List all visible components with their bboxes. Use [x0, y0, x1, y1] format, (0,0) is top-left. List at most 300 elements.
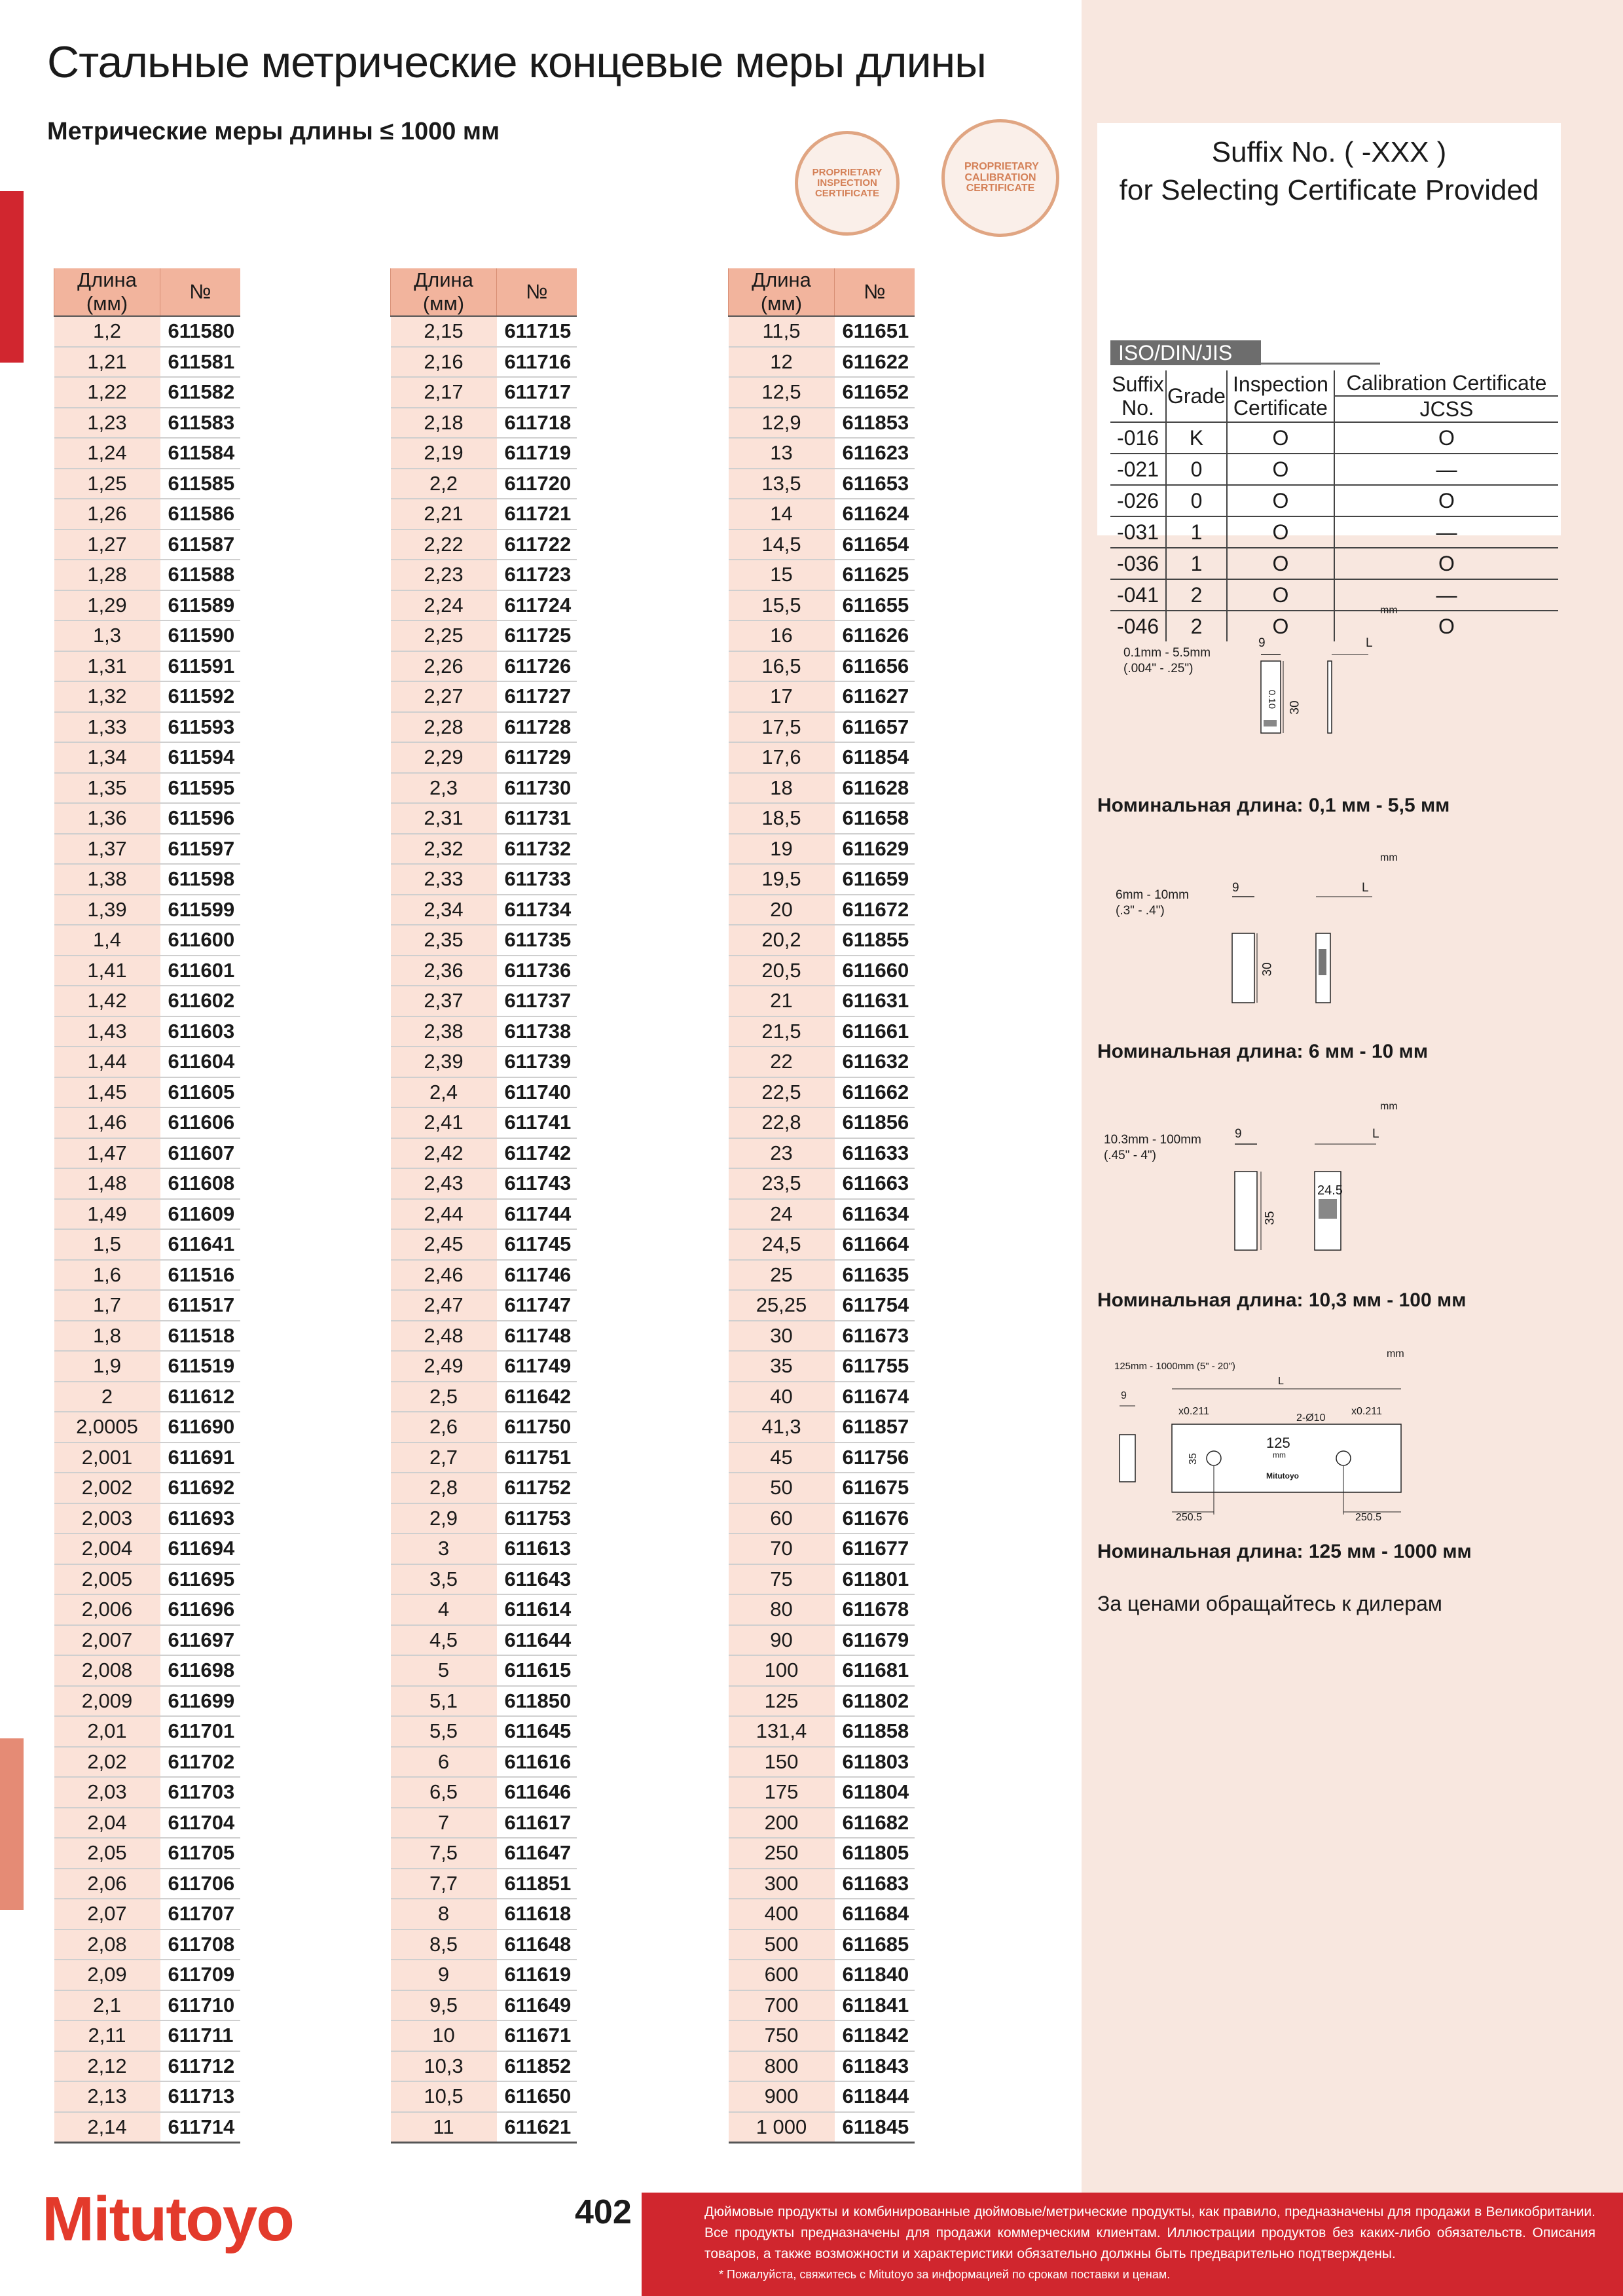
table-row — [729, 377, 915, 408]
order-number-cell: 611654 — [835, 529, 915, 560]
order-number-cell: 611696 — [160, 1594, 240, 1625]
col-calibration: Calibration Certificate — [1334, 370, 1558, 396]
length-cell: 2,29 — [391, 742, 497, 773]
suffix-grade-cell: 1 — [1166, 548, 1227, 579]
order-number-cell: 611693 — [160, 1503, 240, 1534]
table-row — [729, 560, 915, 590]
order-number-cell: 611599 — [160, 895, 240, 925]
order-number-cell: 611651 — [835, 316, 915, 347]
length-cell: 1,43 — [54, 1016, 160, 1047]
suffix-row — [1110, 548, 1558, 579]
order-number-cell: 611660 — [835, 956, 915, 986]
length-cell: 2,36 — [391, 956, 497, 986]
table-row — [391, 773, 577, 804]
table-row — [729, 1443, 915, 1473]
length-column-header: Длина (мм) — [729, 268, 835, 316]
drawing3-width-dim: 9 — [1235, 1127, 1242, 1141]
length-cell: 2,006 — [54, 1594, 160, 1625]
table-row — [54, 1990, 240, 2021]
length-cell: 7,7 — [391, 1869, 497, 1899]
table-row — [54, 1321, 240, 1352]
inspection-certificate-seal: PROPRIETARY INSPECTION CERTIFICATE — [795, 131, 900, 236]
table-row — [391, 1594, 577, 1625]
order-number-cell: 611615 — [497, 1655, 577, 1686]
length-cell: 2,002 — [54, 1473, 160, 1503]
order-number-cell: 611656 — [835, 651, 915, 682]
order-number-cell: 611586 — [160, 499, 240, 529]
table-row — [391, 1808, 577, 1839]
page-title: Стальные метрические концевые меры длины — [47, 37, 987, 87]
table-row — [729, 651, 915, 682]
length-cell: 2,31 — [391, 803, 497, 834]
length-cell: 1,45 — [54, 1077, 160, 1108]
table-row — [391, 1747, 577, 1778]
suffix-row — [1110, 579, 1558, 611]
length-cell: 20,5 — [729, 956, 835, 986]
order-number-cell: 611641 — [160, 1229, 240, 1260]
length-cell: 150 — [729, 1747, 835, 1778]
order-number-cell: 611746 — [497, 1260, 577, 1291]
drawing2-length-label: L — [1362, 881, 1369, 895]
drawing4-brand: Mitutoyo — [1266, 1471, 1299, 1480]
table-row — [391, 1625, 577, 1656]
length-cell: 2,16 — [391, 347, 497, 378]
table-row — [54, 803, 240, 834]
length-cell: 19 — [729, 834, 835, 865]
drawing2-unit: mm — [1380, 852, 1398, 863]
order-number-cell: 611608 — [160, 1168, 240, 1199]
table-row — [391, 1443, 577, 1473]
table-row — [729, 1625, 915, 1656]
table-row — [54, 560, 240, 590]
order-number-cell: 611623 — [835, 438, 915, 469]
length-cell: 2,9 — [391, 1503, 497, 1534]
length-cell: 1,24 — [54, 438, 160, 469]
length-cell: 2,001 — [54, 1443, 160, 1473]
order-number-cell: 611737 — [497, 986, 577, 1016]
order-number-cell: 611857 — [835, 1412, 915, 1443]
table-row — [54, 1382, 240, 1412]
length-cell: 2,007 — [54, 1625, 160, 1656]
order-number-cell: 611842 — [835, 2020, 915, 2051]
table-row — [729, 1869, 915, 1899]
length-cell: 2,35 — [391, 925, 497, 956]
order-number-cell: 611634 — [835, 1199, 915, 1230]
length-cell: 2,1 — [54, 1990, 160, 2021]
table-row — [391, 1077, 577, 1108]
table-row — [54, 1412, 240, 1443]
order-number-cell: 611663 — [835, 1168, 915, 1199]
table-row — [54, 1625, 240, 1656]
length-cell: 1,4 — [54, 925, 160, 956]
table-row — [54, 1047, 240, 1077]
length-cell: 2,7 — [391, 1443, 497, 1473]
table-row — [54, 1138, 240, 1169]
length-cell: 23 — [729, 1138, 835, 1169]
order-number-cell: 611730 — [497, 773, 577, 804]
table-row — [391, 1777, 577, 1808]
table-row — [729, 2081, 915, 2112]
length-cell: 6,5 — [391, 1777, 497, 1808]
order-number-cell: 611626 — [835, 620, 915, 651]
suffix-calibration-cell: — — [1334, 454, 1558, 485]
table-row — [391, 986, 577, 1016]
order-number-cell: 611585 — [160, 469, 240, 499]
suffix-grade-cell: 0 — [1166, 485, 1227, 516]
length-cell: 1,46 — [54, 1107, 160, 1138]
length-cell: 11,5 — [729, 316, 835, 347]
length-cell: 2,07 — [54, 1899, 160, 1929]
table-row — [54, 651, 240, 682]
length-cell: 14,5 — [729, 529, 835, 560]
suffix-suffix-cell: -036 — [1110, 548, 1166, 579]
length-cell: 1,23 — [54, 408, 160, 439]
length-cell: 2,005 — [54, 1564, 160, 1595]
table-row — [54, 1838, 240, 1869]
length-cell: 7 — [391, 1808, 497, 1839]
length-cell: 8,5 — [391, 1929, 497, 1960]
drawing1-length-label: L — [1366, 636, 1373, 650]
order-number-cell: 611701 — [160, 1716, 240, 1747]
order-number-cell: 611738 — [497, 1016, 577, 1047]
drawing4-offset-left: 250.5 — [1176, 1512, 1203, 1523]
table-row — [54, 1168, 240, 1199]
table-row — [729, 1686, 915, 1717]
order-number-cell: 611695 — [160, 1564, 240, 1595]
order-number-cell: 611598 — [160, 864, 240, 895]
length-cell: 1,27 — [54, 529, 160, 560]
length-cell: 1,38 — [54, 864, 160, 895]
length-cell: 11 — [391, 2112, 497, 2143]
table-row — [391, 1260, 577, 1291]
table-row — [54, 1686, 240, 1717]
order-number-cell: 611672 — [835, 895, 915, 925]
order-number-cell: 611609 — [160, 1199, 240, 1230]
order-number-cell: 611691 — [160, 1443, 240, 1473]
drawing4-height-dim: 35 — [1187, 1453, 1199, 1465]
length-cell: 1,32 — [54, 681, 160, 712]
table-row — [54, 1260, 240, 1291]
drawing4-offset-right: 250.5 — [1355, 1512, 1382, 1523]
table-row — [391, 2051, 577, 2082]
drawing4-range: 125mm - 1000mm (5" - 20") — [1114, 1361, 1235, 1372]
table-row — [54, 1351, 240, 1382]
order-number-cell: 611635 — [835, 1260, 915, 1291]
table-row — [729, 1473, 915, 1503]
order-number-cell: 611744 — [497, 1199, 577, 1230]
order-number-cell: 611708 — [160, 1929, 240, 1960]
suffix-inspection-cell: O — [1227, 485, 1334, 516]
length-cell: 23,5 — [729, 1168, 835, 1199]
length-cell: 41,3 — [729, 1412, 835, 1443]
table-row — [729, 956, 915, 986]
length-cell: 15 — [729, 560, 835, 590]
table-row — [54, 1564, 240, 1595]
table-row — [391, 438, 577, 469]
order-number-cell: 611581 — [160, 347, 240, 378]
table-row — [729, 1107, 915, 1138]
drawing3-unit: mm — [1380, 1101, 1398, 1112]
order-number-cell: 611661 — [835, 1016, 915, 1047]
length-cell: 2,34 — [391, 895, 497, 925]
table-row — [391, 1016, 577, 1047]
order-number-cell: 611727 — [497, 681, 577, 712]
suffix-row — [1110, 485, 1558, 516]
order-number-cell: 611657 — [835, 712, 915, 743]
length-cell: 1,39 — [54, 895, 160, 925]
order-number-cell: 611681 — [835, 1655, 915, 1686]
table-row — [729, 499, 915, 529]
length-cell: 9,5 — [391, 1990, 497, 2021]
table-row — [391, 1412, 577, 1443]
drawing3-gauge-block — [1224, 1126, 1381, 1257]
length-cell: 700 — [729, 1990, 835, 2021]
length-cell: 24,5 — [729, 1229, 835, 1260]
table-row — [391, 742, 577, 773]
table-row — [54, 1290, 240, 1321]
order-number-cell: 611617 — [497, 1808, 577, 1839]
order-number-cell: 611675 — [835, 1473, 915, 1503]
table-row — [54, 316, 240, 347]
table-row — [54, 438, 240, 469]
length-cell: 19,5 — [729, 864, 835, 895]
table-row — [391, 408, 577, 439]
length-cell: 500 — [729, 1929, 835, 1960]
order-number-cell: 611584 — [160, 438, 240, 469]
length-cell: 1,42 — [54, 986, 160, 1016]
drawing2-gauge-block — [1224, 877, 1381, 1008]
suffix-table — [1110, 370, 1558, 641]
order-number-cell: 611801 — [835, 1564, 915, 1595]
order-number-cell: 611717 — [497, 377, 577, 408]
length-cell: 2,21 — [391, 499, 497, 529]
suffix-suffix-cell: -026 — [1110, 485, 1166, 516]
order-number-cell: 611679 — [835, 1625, 915, 1656]
length-cell: 5,5 — [391, 1716, 497, 1747]
table-row — [391, 834, 577, 865]
order-number-cell: 611590 — [160, 620, 240, 651]
length-cell: 2,24 — [391, 590, 497, 621]
order-number-cell: 611750 — [497, 1412, 577, 1443]
length-cell: 400 — [729, 1899, 835, 1929]
order-number-cell: 611702 — [160, 1747, 240, 1778]
table-row — [54, 773, 240, 804]
table-row — [54, 1716, 240, 1747]
length-cell: 1,6 — [54, 1260, 160, 1291]
order-number-cell: 611643 — [497, 1564, 577, 1595]
order-number-cell: 611645 — [497, 1716, 577, 1747]
drawing4-holes: 2-Ø10 — [1296, 1412, 1326, 1424]
length-cell: 2,0005 — [54, 1412, 160, 1443]
order-number-cell: 611659 — [835, 864, 915, 895]
length-cell: 2,18 — [391, 408, 497, 439]
length-cell: 1,7 — [54, 1290, 160, 1321]
order-number-cell: 611624 — [835, 499, 915, 529]
length-cell: 1,41 — [54, 956, 160, 986]
suffix-grade-cell: 0 — [1166, 454, 1227, 485]
table-row — [391, 1564, 577, 1595]
table-row — [54, 864, 240, 895]
length-cell: 35 — [729, 1351, 835, 1382]
length-cell: 17,5 — [729, 712, 835, 743]
drawing1-unit: mm — [1380, 605, 1398, 616]
table-row — [54, 377, 240, 408]
table-row — [391, 864, 577, 895]
table-row — [729, 1716, 915, 1747]
length-cell: 18 — [729, 773, 835, 804]
order-number-cell: 611690 — [160, 1412, 240, 1443]
table-row — [729, 1929, 915, 1960]
order-number-cell: 611731 — [497, 803, 577, 834]
order-number-cell: 611734 — [497, 895, 577, 925]
length-cell: 2,008 — [54, 1655, 160, 1686]
length-cell: 1,49 — [54, 1199, 160, 1230]
suffix-calibration-cell: — — [1334, 579, 1558, 611]
order-number-cell: 611642 — [497, 1382, 577, 1412]
table-row — [54, 895, 240, 925]
table-row — [391, 1168, 577, 1199]
table-row — [391, 651, 577, 682]
order-number-cell: 611725 — [497, 620, 577, 651]
length-cell: 4 — [391, 1594, 497, 1625]
length-cell: 1,28 — [54, 560, 160, 590]
order-number-cell: 611858 — [835, 1716, 915, 1747]
suffix-grade-cell: 1 — [1166, 516, 1227, 548]
page-subtitle: Метрические меры длины ≤ 1000 мм — [47, 118, 500, 145]
order-number-cell: 611632 — [835, 1047, 915, 1077]
table-row — [391, 925, 577, 956]
length-cell: 18,5 — [729, 803, 835, 834]
length-cell: 2,6 — [391, 1412, 497, 1443]
length-cell: 24 — [729, 1199, 835, 1230]
order-number-cell: 611855 — [835, 925, 915, 956]
suffix-grade-cell: 2 — [1166, 611, 1227, 641]
table-row — [54, 1016, 240, 1047]
suffix-row — [1110, 516, 1558, 548]
length-cell: 7,5 — [391, 1838, 497, 1869]
length-cell: 4,5 — [391, 1625, 497, 1656]
order-number-cell: 611671 — [497, 2020, 577, 2051]
standard-label: ISO/DIN/JIS — [1110, 340, 1261, 365]
length-cell: 1,8 — [54, 1321, 160, 1352]
order-number-cell: 611648 — [497, 1929, 577, 1960]
standard-underline — [1261, 363, 1380, 365]
col-suffix: Suffix No. — [1110, 370, 1166, 422]
table-row — [729, 986, 915, 1016]
length-cell: 1,48 — [54, 1168, 160, 1199]
order-number-cell: 611664 — [835, 1229, 915, 1260]
length-cell: 2,26 — [391, 651, 497, 682]
order-number-cell: 611745 — [497, 1229, 577, 1260]
length-cell: 12,5 — [729, 377, 835, 408]
table-row — [391, 529, 577, 560]
gauge-block-table-3 — [728, 268, 915, 2144]
table-row — [54, 2081, 240, 2112]
table-row — [54, 1869, 240, 1899]
length-cell: 2,4 — [391, 1077, 497, 1108]
length-cell: 22 — [729, 1047, 835, 1077]
table-row — [54, 834, 240, 865]
order-number-cell: 611724 — [497, 590, 577, 621]
table-row — [54, 1929, 240, 1960]
length-cell: 21,5 — [729, 1016, 835, 1047]
order-number-cell: 611856 — [835, 1107, 915, 1138]
order-number-cell: 611684 — [835, 1899, 915, 1929]
order-number-cell: 611662 — [835, 1077, 915, 1108]
order-number-cell: 611736 — [497, 956, 577, 986]
table-row — [729, 1655, 915, 1686]
table-row — [391, 499, 577, 529]
table-row — [54, 1503, 240, 1534]
table-row — [54, 712, 240, 743]
drawing2-range: 6mm - 10mm (.3" - .4") — [1116, 888, 1189, 918]
order-number-cell: 611646 — [497, 1777, 577, 1808]
length-cell: 13,5 — [729, 469, 835, 499]
order-number-cell: 611706 — [160, 1869, 240, 1899]
table-row — [729, 1290, 915, 1321]
length-cell: 2,27 — [391, 681, 497, 712]
drawing1-height-dim: 30 — [1288, 700, 1302, 715]
order-number-cell: 611622 — [835, 347, 915, 378]
order-number-cell: 611723 — [497, 560, 577, 590]
length-cell: 30 — [729, 1321, 835, 1352]
table-row — [729, 895, 915, 925]
suffix-title: Suffix No. ( -XXX ) for Selecting Certificate Provided — [1119, 136, 1539, 206]
order-number-cell: 611627 — [835, 681, 915, 712]
order-number-cell: 611704 — [160, 1808, 240, 1839]
length-cell: 16 — [729, 620, 835, 651]
length-cell: 2,02 — [54, 1747, 160, 1778]
table-row — [729, 1229, 915, 1260]
table-row — [391, 1716, 577, 1747]
order-number-cell: 611652 — [835, 377, 915, 408]
order-number-cell: 611597 — [160, 834, 240, 865]
order-number-cell: 611850 — [497, 1686, 577, 1717]
order-number-cell: 611726 — [497, 651, 577, 682]
order-number-cell: 611845 — [835, 2112, 915, 2143]
order-number-cell: 611587 — [160, 529, 240, 560]
table-row — [729, 1199, 915, 1230]
table-row — [729, 1838, 915, 1869]
suffix-calibration-cell: — — [1334, 516, 1558, 548]
length-cell: 2,17 — [391, 377, 497, 408]
table-row — [391, 347, 577, 378]
order-number-cell: 611594 — [160, 742, 240, 773]
table-row — [54, 986, 240, 1016]
drawing3-length-label: L — [1372, 1127, 1379, 1141]
order-number-cell: 611625 — [835, 560, 915, 590]
table-row — [391, 1199, 577, 1230]
length-cell: 80 — [729, 1594, 835, 1625]
order-number-cell: 611595 — [160, 773, 240, 804]
table-row — [729, 1047, 915, 1077]
length-cell: 1,26 — [54, 499, 160, 529]
table-row — [391, 1047, 577, 1077]
order-number-cell: 611517 — [160, 1290, 240, 1321]
order-number-cell: 611658 — [835, 803, 915, 834]
length-cell: 750 — [729, 2020, 835, 2051]
length-cell: 2,39 — [391, 1047, 497, 1077]
order-number-cell: 611591 — [160, 651, 240, 682]
suffix-suffix-cell: -046 — [1110, 611, 1166, 641]
length-cell: 2,01 — [54, 1716, 160, 1747]
order-number-cell: 611607 — [160, 1138, 240, 1169]
table-row — [391, 803, 577, 834]
order-number-cell: 611619 — [497, 1960, 577, 1990]
length-cell: 1,31 — [54, 651, 160, 682]
table-row — [729, 469, 915, 499]
table-row — [729, 1168, 915, 1199]
